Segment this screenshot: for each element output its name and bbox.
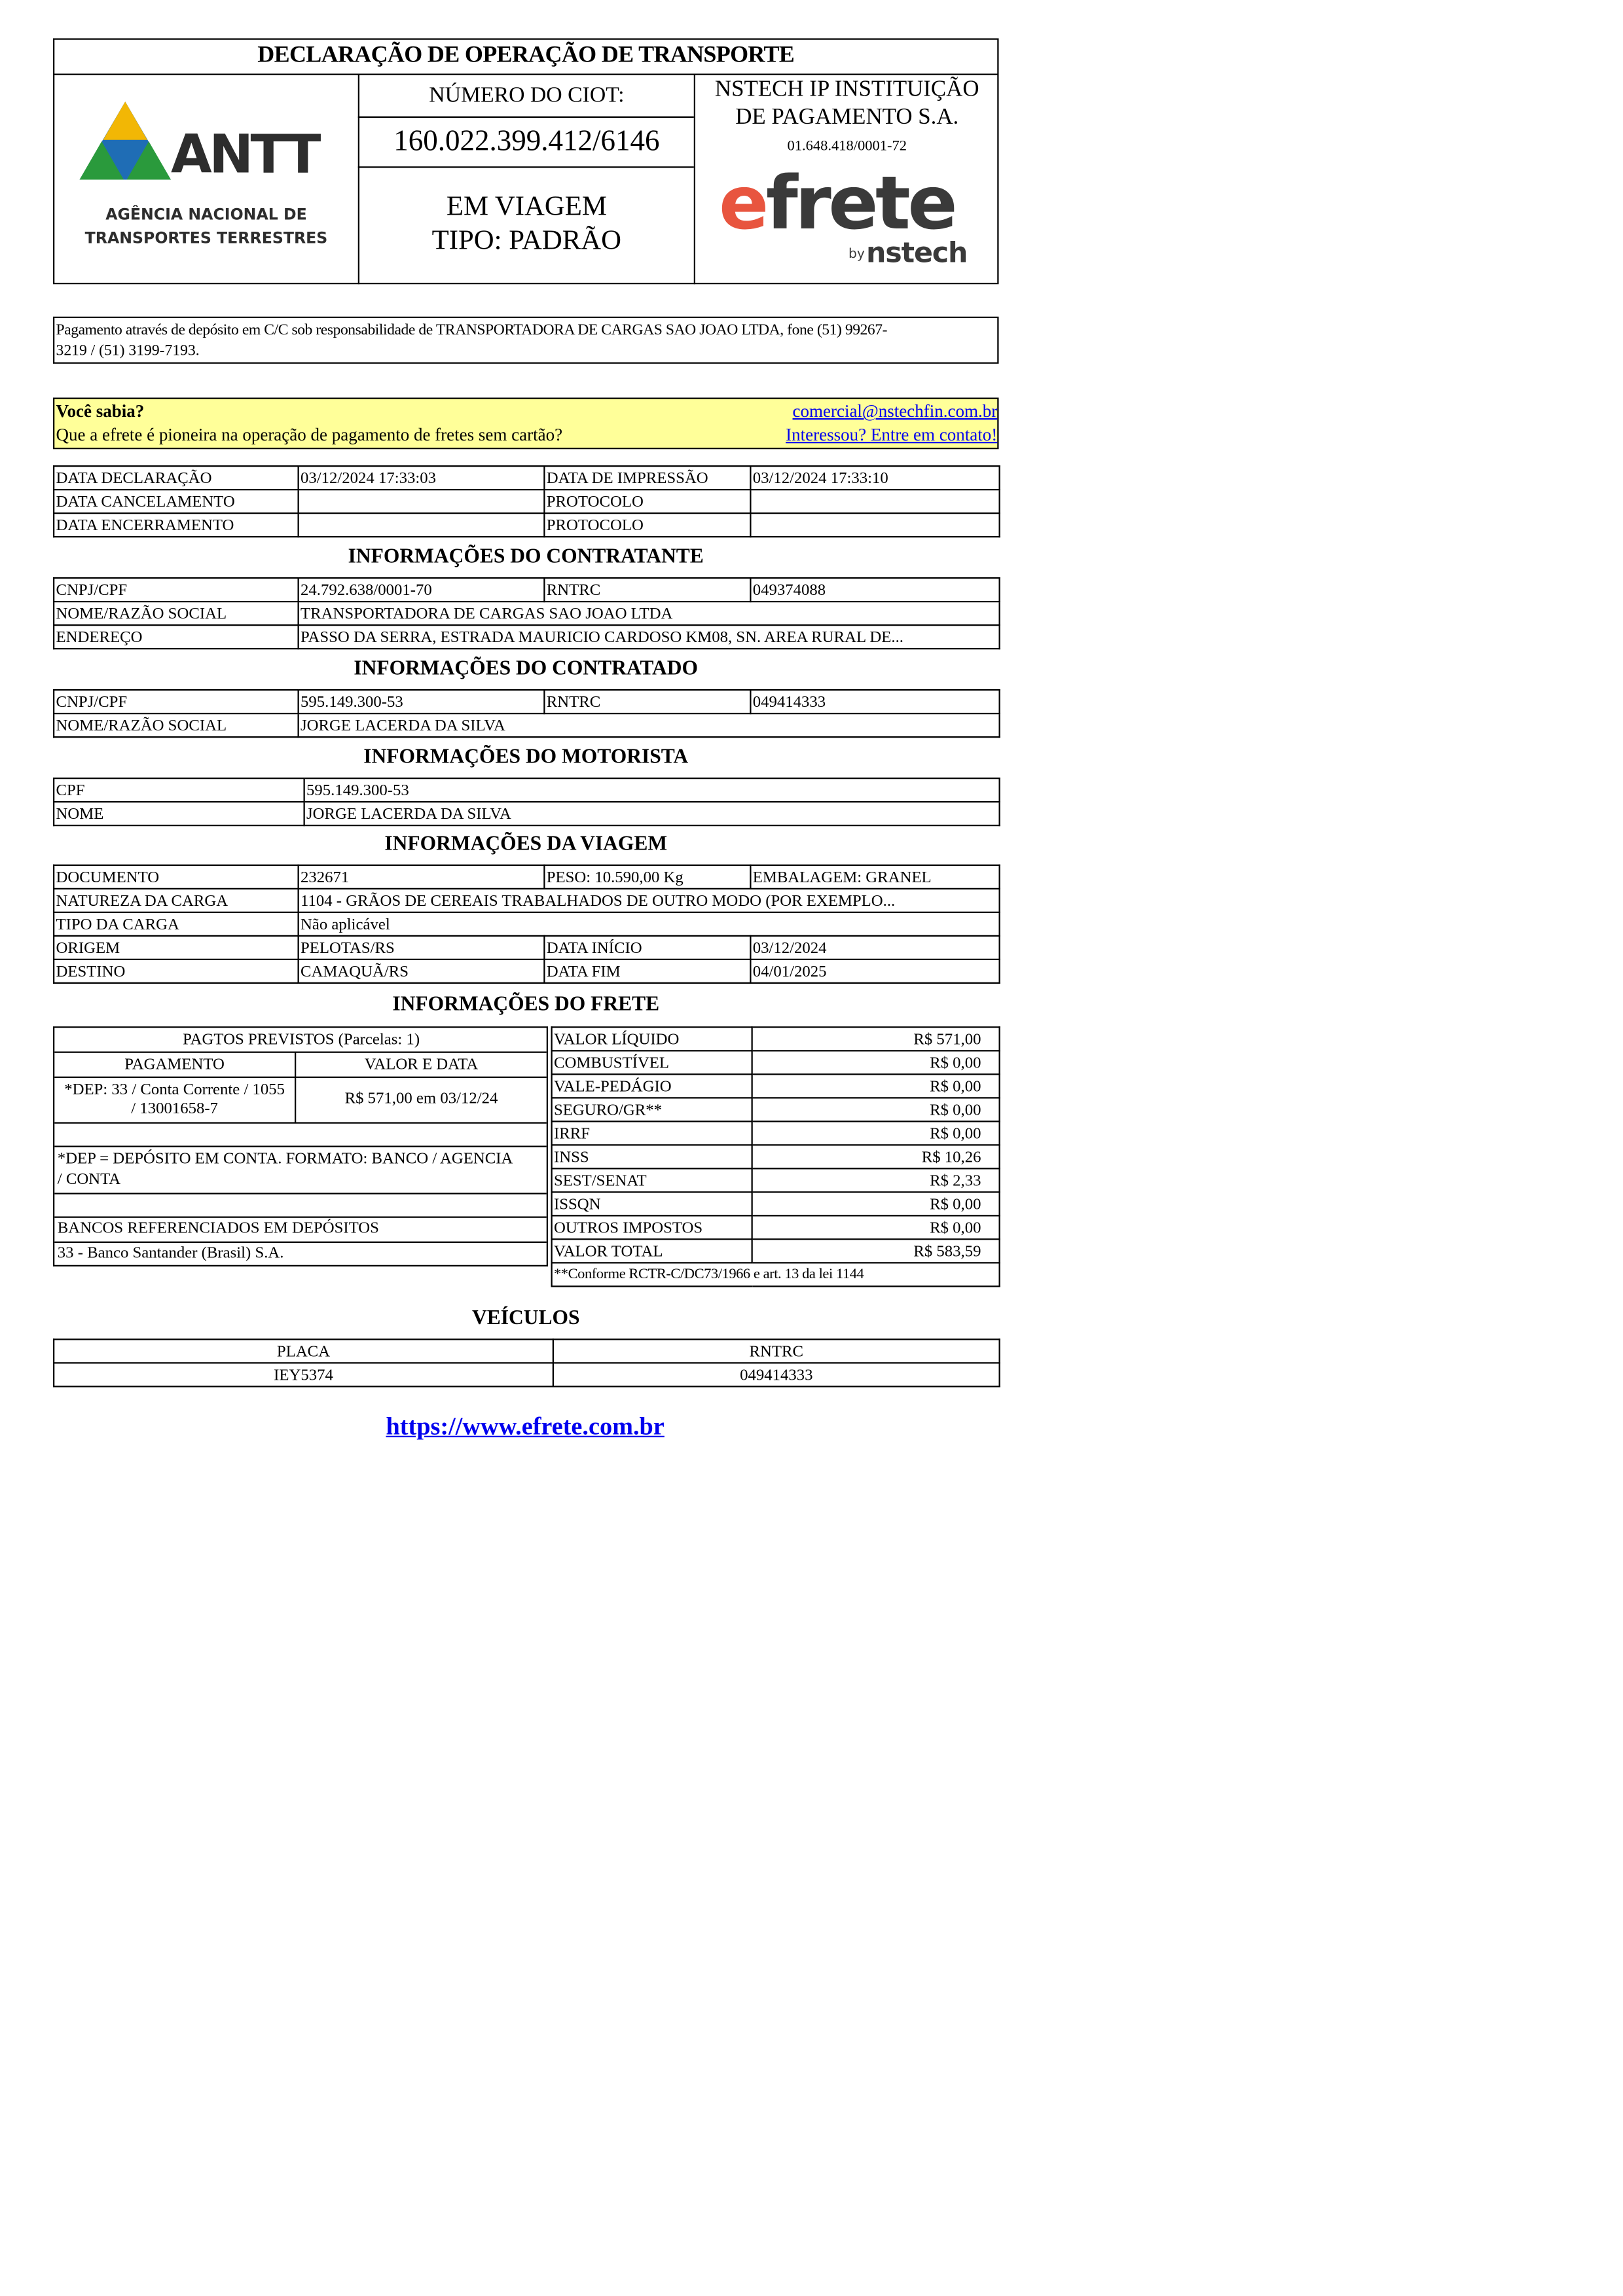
table-row: [54, 865, 1000, 889]
label-cnpj: CNPJ/CPF: [54, 578, 299, 601]
dep-line1: *DEP: 33 / Conta Corrente / 1055: [64, 1081, 285, 1099]
value-rntrc: 049414333: [750, 690, 999, 713]
value-data-impressao: 03/12/2024 17:33:10: [750, 466, 999, 490]
label-data-declaracao: DATA DECLARAÇÃO: [54, 466, 299, 490]
status-text: EM VIAGEM: [446, 191, 607, 223]
viagem-table: [53, 865, 1000, 984]
antt-triangle-icon: [74, 94, 177, 186]
label-data-fim: DATA FIM: [544, 960, 750, 983]
value-seguro: R$ 0,00: [752, 1098, 1000, 1121]
table-row: [54, 1363, 1000, 1386]
dep-line2: / 13001658-7: [131, 1100, 218, 1118]
label-vale-pedagio: VALE-PEDÁGIO: [552, 1074, 752, 1098]
dep-note-line2: / CONTA: [57, 1170, 121, 1189]
efrete-logo: [719, 159, 984, 274]
motorista-table: [53, 778, 1000, 826]
table-row: [552, 1192, 1000, 1215]
label-natureza: NATUREZA DA CARGA: [54, 889, 299, 912]
table-row: [54, 690, 1000, 713]
value-placa: IEY5374: [54, 1363, 553, 1386]
label-protocolo: PROTOCOLO: [544, 513, 750, 537]
efrete-nstech: nstech: [866, 237, 968, 270]
table-row: [54, 578, 1000, 601]
col-pagamento: PAGAMENTO: [124, 1056, 225, 1074]
value-protocolo: [750, 513, 999, 537]
label-nome: NOME/RAZÃO SOCIAL: [54, 601, 299, 625]
value-documento: 232671: [299, 865, 545, 889]
value-data-declaracao: 03/12/2024 17:33:03: [299, 466, 545, 490]
value-protocolo: [750, 490, 999, 513]
table-row: [552, 1215, 1000, 1239]
table-row: [552, 1263, 1000, 1286]
table-row: [54, 936, 1000, 960]
contratado-table: [53, 689, 1000, 738]
payment-note-line1: Pagamento através de depósito em C/C sob responsabilidade de TRANSPORTADORA DE CARGAS SAO JOAO LTDA, fone (51) 99267-: [56, 322, 888, 339]
table-row: [54, 513, 1000, 537]
table-row: [54, 889, 1000, 912]
label-tipo-carga: TIPO DA CARGA: [54, 912, 299, 936]
contratante-title: INFORMAÇÕES DO CONTRATANTE: [348, 546, 704, 569]
promo-email-link[interactable]: comercial@nstechfin.com.br: [792, 401, 998, 422]
value-data-encerramento: [299, 513, 545, 537]
table-row: [54, 466, 1000, 490]
table-row: [552, 1050, 1000, 1074]
table-row: [54, 1339, 1000, 1363]
payment-note-line2: 3219 / (51) 3199-7193.: [56, 343, 200, 359]
veiculos-title: VEÍCULOS: [471, 1308, 580, 1330]
label-nome: NOME: [54, 802, 304, 825]
veiculos-table: [53, 1338, 1000, 1387]
col-rntrc: RNTRC: [553, 1339, 1000, 1363]
value-embalagem: EMBALAGEM: GRANEL: [750, 865, 999, 889]
value-data-fim: 04/01/2025: [750, 960, 999, 983]
label-data-inicio: DATA INÍCIO: [544, 936, 750, 960]
table-row: [54, 912, 1000, 936]
bancos-title: BANCOS REFERENCIADOS EM DEPÓSITOS: [57, 1219, 379, 1237]
label-destino: DESTINO: [54, 960, 299, 983]
value-rntrc: 049374088: [750, 578, 999, 601]
value-sest-senat: R$ 2,33: [752, 1168, 1000, 1192]
value-cnpj: 24.792.638/0001-70: [299, 578, 545, 601]
table-row: [552, 1074, 1000, 1098]
value-rntrc: 049414333: [553, 1363, 1000, 1386]
type-text: TIPO: PADRÃO: [431, 225, 622, 257]
label-cpf: CPF: [54, 778, 304, 802]
label-valor-total: VALOR TOTAL: [552, 1239, 752, 1263]
antt-line1: AGÊNCIA NACIONAL DE: [105, 206, 307, 224]
table-row: [54, 778, 1000, 802]
efrete-logo-rest: frete: [765, 160, 955, 246]
table-row: [552, 1098, 1000, 1121]
value-vale-pedagio: R$ 0,00: [752, 1074, 1000, 1098]
value-valor-liquido: R$ 571,00: [752, 1027, 1000, 1050]
value-issqn: R$ 0,00: [752, 1192, 1000, 1215]
promo-contact-link[interactable]: Interessou? Entre em contato!: [786, 424, 998, 445]
antt-logo: [74, 94, 339, 257]
value-data-cancelamento: [299, 490, 545, 513]
label-protocolo: PROTOCOLO: [544, 490, 750, 513]
label-nome: NOME/RAZÃO SOCIAL: [54, 713, 299, 737]
frete-footnote: **Conforme RCTR-C/DC73/1966 e art. 13 da lei 1144: [552, 1263, 1000, 1286]
antt-logo-text: ANTT: [171, 125, 318, 186]
frete-title: INFORMAÇÕES DO FRETE: [392, 994, 660, 1016]
table-row: [552, 1145, 1000, 1168]
value-peso: PESO: 10.590,00 Kg: [544, 865, 750, 889]
motorista-title: INFORMAÇÕES DO MOTORISTA: [363, 746, 689, 769]
table-row: [552, 1121, 1000, 1145]
label-data-cancelamento: DATA CANCELAMENTO: [54, 490, 299, 513]
label-cnpj: CNPJ/CPF: [54, 690, 299, 713]
value-combustivel: R$ 0,00: [752, 1050, 1000, 1074]
banco-item: 33 - Banco Santander (Brasil) S.A.: [57, 1244, 284, 1263]
table-row: [552, 1168, 1000, 1192]
institution-cnpj: 01.648.418/0001-72: [787, 138, 907, 155]
value-inss: R$ 10,26: [752, 1145, 1000, 1168]
label-issqn: ISSQN: [552, 1192, 752, 1215]
table-row: [54, 802, 1000, 825]
contratado-title: INFORMAÇÕES DO CONTRATADO: [354, 658, 699, 681]
label-sest-senat: SEST/SENAT: [552, 1168, 752, 1192]
label-origem: ORIGEM: [54, 936, 299, 960]
value-origem: PELOTAS/RS: [299, 936, 545, 960]
table-row: [54, 601, 1000, 625]
label-combustivel: COMBUSTÍVEL: [552, 1050, 752, 1074]
promo-heading: Você sabia?: [56, 401, 145, 422]
label-outros-impostos: OUTROS IMPOSTOS: [552, 1215, 752, 1239]
institution-line2: DE PAGAMENTO S.A.: [735, 104, 959, 130]
table-row: [552, 1239, 1000, 1263]
table-row: [552, 1027, 1000, 1050]
label-data-impressao: DATA DE IMPRESSÃO: [544, 466, 750, 490]
ciot-label: NÚMERO DO CIOT:: [429, 84, 625, 108]
institution-line1: NSTECH IP INSTITUIÇÃO: [714, 77, 979, 102]
efrete-by: by: [848, 247, 865, 262]
value-nome: JORGE LACERDA DA SILVA: [299, 713, 1000, 737]
table-row: [54, 960, 1000, 983]
dep-valor: R$ 571,00 em 03/12/24: [344, 1090, 498, 1107]
document-title: DECLARAÇÃO DE OPERAÇÃO DE TRANSPORTE: [257, 43, 795, 68]
label-data-encerramento: DATA ENCERRAMENTO: [54, 513, 299, 537]
label-valor-liquido: VALOR LÍQUIDO: [552, 1027, 752, 1050]
value-data-inicio: 03/12/2024: [750, 936, 999, 960]
col-placa: PLACA: [54, 1339, 553, 1363]
table-row: [54, 490, 1000, 513]
antt-line2: TRANSPORTES TERRESTRES: [84, 230, 328, 247]
efrete-logo-e: e: [719, 160, 766, 246]
frete-valores-table: [551, 1026, 1000, 1287]
table-row: [54, 713, 1000, 737]
viagem-title: INFORMAÇÕES DA VIAGEM: [384, 833, 668, 856]
value-destino: CAMAQUÃ/RS: [299, 960, 545, 983]
value-cpf: 595.149.300-53: [304, 778, 1000, 802]
value-cnpj: 595.149.300-53: [299, 690, 545, 713]
label-irrf: IRRF: [552, 1121, 752, 1145]
value-outros-impostos: R$ 0,00: [752, 1215, 1000, 1239]
value-tipo-carga: Não aplicável: [299, 912, 1000, 936]
dates-table: [53, 465, 1000, 537]
promo-text: Que a efrete é pioneira na operação de pagamento de fretes sem cartão?: [56, 424, 563, 445]
contratante-table: [53, 577, 1000, 649]
value-natureza: 1104 - GRÃOS DE CEREAIS TRABALHADOS DE OUTRO MODO (POR EXEMPLO...: [299, 889, 1000, 912]
col-valor-data: VALOR E DATA: [364, 1056, 479, 1074]
label-rntrc: RNTRC: [544, 690, 750, 713]
label-inss: INSS: [552, 1145, 752, 1168]
label-endereco: ENDEREÇO: [54, 625, 299, 649]
table-row: [54, 625, 1000, 649]
value-valor-total: R$ 583,59: [752, 1239, 1000, 1263]
ciot-number: 160.022.399.412/6146: [393, 125, 660, 158]
efrete-website-link[interactable]: https://www.efrete.com.br: [386, 1412, 665, 1441]
label-seguro: SEGURO/GR**: [552, 1098, 752, 1121]
dep-note-line1: *DEP = DEPÓSITO EM CONTA. FORMATO: BANCO / AGENCIA: [57, 1150, 513, 1168]
pagtos-title: PAGTOS PREVISTOS (Parcelas: 1): [183, 1031, 420, 1049]
value-endereco: PASSO DA SERRA, ESTRADA MAURICIO CARDOSO KM08, SN. AREA RURAL DE...: [299, 625, 1000, 649]
value-irrf: R$ 0,00: [752, 1121, 1000, 1145]
label-rntrc: RNTRC: [544, 578, 750, 601]
label-documento: DOCUMENTO: [54, 865, 299, 889]
value-nome: JORGE LACERDA DA SILVA: [304, 802, 1000, 825]
value-nome: TRANSPORTADORA DE CARGAS SAO JOAO LTDA: [299, 601, 1000, 625]
